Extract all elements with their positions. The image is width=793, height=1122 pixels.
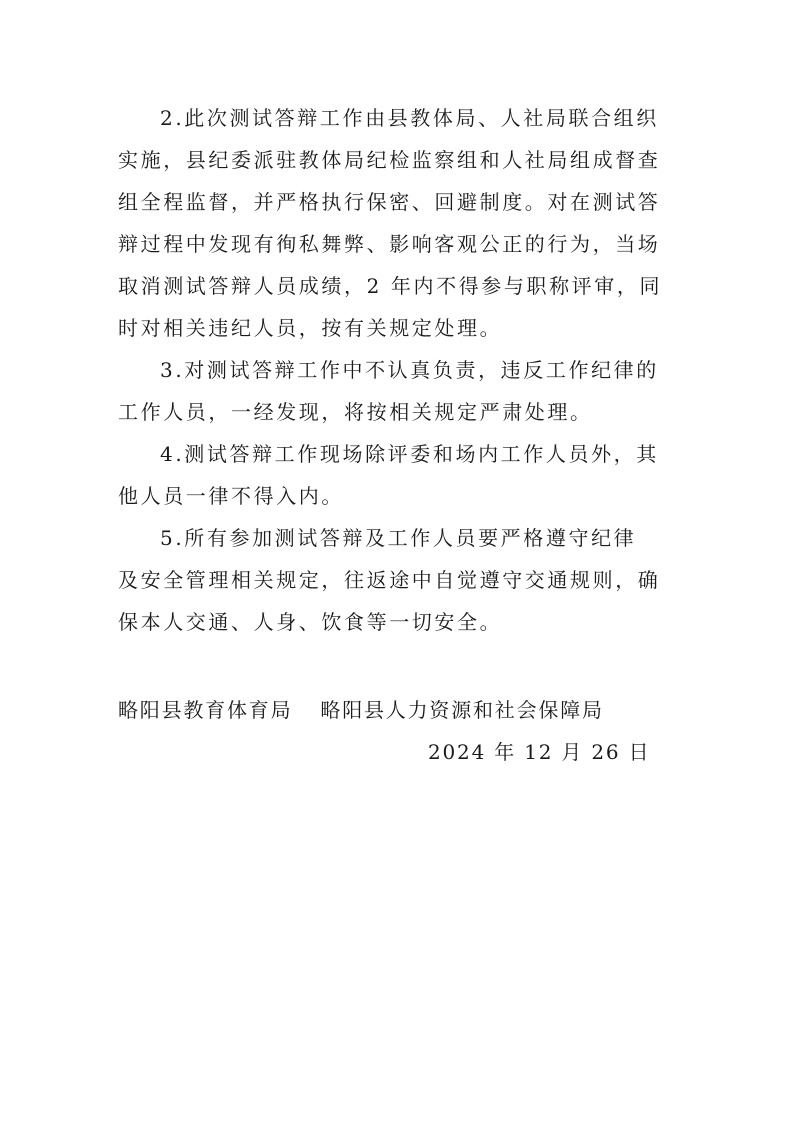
paragraph-3-line-2: 工作人员，一经发现，将按相关规定严肃处理。 (118, 400, 593, 424)
paragraph-2-line-1: 2.此次测试答辩工作由县教体局、人社局联合组织 (160, 106, 659, 130)
paragraph-2-line-2: 实施，县纪委派驻教体局纪检监察组和人社局组成督查 (118, 148, 661, 172)
signature-org-education: 略阳县教育体育局 (118, 698, 293, 722)
paragraph-5-line-3: 保本人交通、人身、饮食等一切安全。 (118, 610, 503, 634)
signature-organizations (118, 694, 604, 726)
paragraph-2-line-4: 辩过程中发现有徇私舞弊、影响客观公正的行为，当场 (118, 232, 661, 256)
paragraph-5-line-2: 及安全管理相关规定，往返途中自觉遵守交通规则，确 (118, 568, 661, 592)
signature-org-hr: 略阳县人力资源和社会保障局 (320, 698, 604, 722)
paragraph-2-line-6: 时对相关违纪人员，按有关规定处理。 (118, 316, 503, 340)
paragraph-5-line-1: 5.所有参加测试答辩及工作人员要严格遵守纪律 (160, 526, 637, 550)
paragraph-4-line-1: 4.测试答辩工作现场除评委和场内工作人员外，其 (160, 442, 659, 466)
signature-date: 2024 年 12 月 26 日 (428, 740, 651, 764)
paragraph-3-line-1: 3.对测试答辩工作中不认真负责，违反工作纪律的 (160, 358, 659, 382)
paragraph-2-line-3: 组全程监督，并严格执行保密、回避制度。对在测试答 (118, 190, 661, 214)
paragraph-4-line-2: 他人员一律不得入内。 (118, 484, 344, 508)
paragraph-2-line-5: 取消测试答辩人员成绩，2 年内不得参与职称评审，同 (118, 274, 663, 298)
